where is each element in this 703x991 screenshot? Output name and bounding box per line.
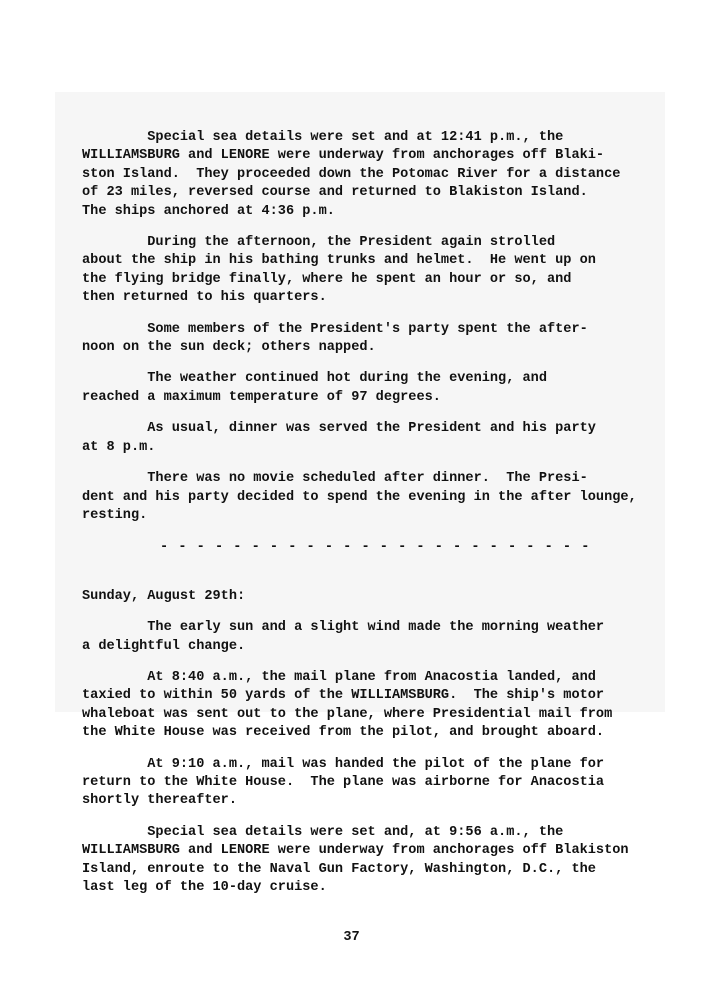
document-body: [82, 129, 642, 897]
paragraph: At 9:10 a.m., mail was handed the pilot of the plane for return to the White House. The plane was airborne for Anacostia shortly thereafter.: [82, 756, 605, 809]
paragraph: There was no movie scheduled after dinner. The Presi- dent and his party decided to spend the evening in the after lounge, resting.: [82, 471, 637, 523]
paragraph: The early sun and a slight wind made the morning weather a delightful change.: [82, 620, 605, 654]
section-divider: - - - - - - - - - - - - - - - - - - - - - - - -: [160, 540, 591, 556]
page-number: 37: [343, 930, 360, 945]
paragraph: As usual, dinner was served the President and his party at 8 p.m.: [82, 421, 596, 455]
paragraph: Special sea details were set and, at 9:56 a.m., the WILLIAMSBURG and LENORE were underway from anchorages off Blakiston Island, enroute to the Naval Gun Factory, Washington, D.C., the last leg of the 10-day cruise.: [82, 824, 629, 895]
paragraph: At 8:40 a.m., the mail plane from Anacostia landed, and taxied to within 50 yards of the WILLIAMSBURG. The ship's motor whaleboat was sent out to the plane, where Presidential mail from the White House was received from the pilot, and brought aboard.: [82, 669, 613, 741]
paragraph: Some members of the President's party spent the after- noon on the sun deck; others napped.: [82, 321, 588, 356]
section-heading: Sunday, August 29th:: [82, 588, 246, 604]
paragraph: The weather continued hot during the evening, and reached a maximum temperature of 97 degrees.: [82, 371, 547, 405]
paragraph: During the afternoon, the President again strolled about the ship in his bathing trunks and helmet. He went up on the flying bridge finally, where he spent an hour or so, and then returned to his quarters.: [82, 235, 596, 306]
paragraph: Special sea details were set and at 12:41 p.m., the WILLIAMSBURG and LENORE were underway from anchorages off Blaki- ston Island. They proceeded down the Potomac River for a distance of 23 miles, reversed course and returned to Blakiston Island. The ships anchored at 4:36 p.m.: [82, 130, 621, 219]
